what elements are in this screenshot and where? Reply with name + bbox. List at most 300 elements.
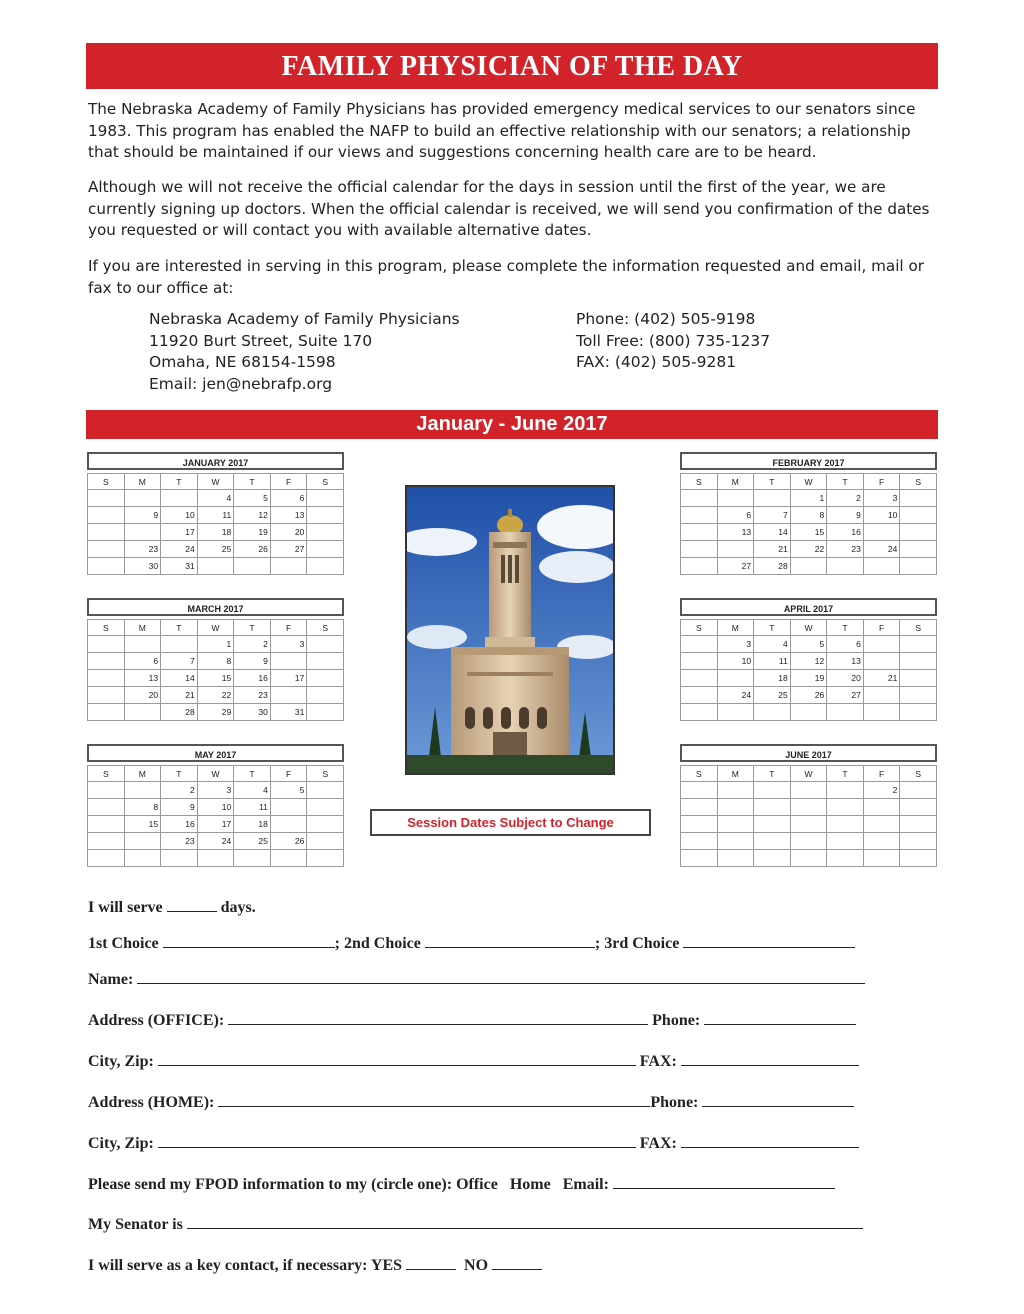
calendar-day-cell: [307, 541, 344, 558]
calendar-grid: [680, 619, 937, 721]
serve-days-row: [88, 897, 256, 917]
calendar-week-row: [88, 507, 344, 524]
weekday-label: F: [863, 474, 900, 490]
calendar-day-cell: 26: [270, 833, 307, 850]
calendar-day-cell: 22: [197, 687, 234, 704]
calendar-day-cell: [900, 816, 937, 833]
calendar-day-cell: 6: [717, 507, 754, 524]
calendar-week-row: [88, 850, 344, 867]
calendar-day-cell: [717, 850, 754, 867]
email-address: Email: jen@nebrafp.org: [149, 374, 333, 393]
calendar-grid: [87, 619, 344, 721]
calendar-day-cell: 24: [197, 833, 234, 850]
calendar-day-cell: 25: [234, 833, 271, 850]
org-name: Nebraska Academy of Family Physicians: [149, 310, 460, 328]
weekday-label: M: [124, 766, 161, 782]
calendar-day-cell: [900, 558, 937, 575]
calendar-day-cell: 17: [161, 524, 198, 541]
serve-days-suffix: days.: [220, 899, 256, 916]
calendar-day-cell: [307, 704, 344, 721]
home-city-field[interactable]: [158, 1133, 636, 1148]
calendar-day-cell: [124, 704, 161, 721]
intro-paragraph-3: If you are interested in serving in this program, please complete the information requested and email, mail or fax to our office at:: [88, 257, 925, 297]
weekday-label: M: [124, 620, 161, 636]
mailing-address: [149, 309, 460, 395]
calendar-week-row: [681, 687, 937, 704]
calendar-day-cell: [681, 541, 718, 558]
calendar-day-cell: [863, 524, 900, 541]
toll-free-number: Toll Free: (800) 735-1237: [576, 331, 771, 350]
key-contact-no-label: NO: [464, 1257, 489, 1274]
weekday-header-row: [88, 474, 344, 490]
weekday-label: T: [827, 620, 864, 636]
calendar-day-cell: 2: [234, 636, 271, 653]
calendar-day-cell: [717, 704, 754, 721]
calendar-day-cell: [717, 799, 754, 816]
office-phone-field[interactable]: [704, 1010, 856, 1025]
calendar-day-cell: 5: [234, 490, 271, 507]
calendar-title: JANUARY 2017: [87, 452, 344, 470]
calendar-week-row: [681, 782, 937, 799]
office-phone-label: Phone:: [652, 1012, 701, 1029]
calendar-title: APRIL 2017: [680, 598, 937, 616]
calendar-week-row: [681, 704, 937, 721]
calendar-week-row: [681, 816, 937, 833]
calendar-day-cell: [900, 636, 937, 653]
calendar-day-cell: 4: [234, 782, 271, 799]
calendar-day-cell: 18: [754, 670, 791, 687]
serve-days-field[interactable]: [167, 897, 217, 912]
calendar-day-cell: [863, 636, 900, 653]
home-city-row: [88, 1133, 859, 1153]
calendar-day-cell: [863, 850, 900, 867]
calendar-day-cell: [900, 704, 937, 721]
weekday-label: W: [197, 620, 234, 636]
calendar-day-cell: [681, 799, 718, 816]
weekday-label: M: [124, 474, 161, 490]
calendar-day-cell: [863, 816, 900, 833]
calendar-week-row: [681, 653, 937, 670]
calendar-day-cell: [270, 653, 307, 670]
calendar-day-cell: 18: [234, 816, 271, 833]
weekday-label: T: [234, 620, 271, 636]
calendar-day-cell: 16: [827, 524, 864, 541]
calendar-day-cell: [790, 704, 827, 721]
calendar-day-cell: 10: [161, 507, 198, 524]
calendar-day-cell: 13: [827, 653, 864, 670]
calendar-week-row: [681, 524, 937, 541]
weekday-label: T: [234, 766, 271, 782]
calendar-day-cell: 3: [717, 636, 754, 653]
calendar-day-cell: 16: [234, 670, 271, 687]
calendar-day-cell: [681, 670, 718, 687]
calendar-day-cell: 23: [234, 687, 271, 704]
calendar-week-row: [681, 490, 937, 507]
calendar-day-cell: 9: [234, 653, 271, 670]
calendar-day-cell: 12: [790, 653, 827, 670]
calendar-day-cell: [863, 704, 900, 721]
calendar-day-cell: 25: [754, 687, 791, 704]
calendar-day-cell: [790, 782, 827, 799]
calendar-feb: [680, 452, 937, 575]
calendar-day-cell: [88, 833, 125, 850]
second-choice-field[interactable]: [425, 933, 595, 948]
weekday-label: S: [88, 620, 125, 636]
office-address-row: [88, 1010, 856, 1030]
weekday-label: T: [234, 474, 271, 490]
weekday-label: W: [790, 474, 827, 490]
intro-paragraph-2: Although we will not receive the official calendar for the days in session until the first of the year, we are currently signing up doctors. When the official calendar is received, we will send you confirmation of the dates you requested or will contact you with available alternative dates.: [88, 178, 930, 240]
calendar-day-cell: [307, 490, 344, 507]
calendar-day-cell: 4: [754, 636, 791, 653]
weekday-label: S: [681, 766, 718, 782]
calendar-day-cell: [681, 558, 718, 575]
calendar-day-cell: [88, 704, 125, 721]
calendar-week-row: [681, 833, 937, 850]
calendar-day-cell: [88, 541, 125, 558]
calendar-day-cell: 16: [161, 816, 198, 833]
calendar-day-cell: 15: [197, 670, 234, 687]
calendar-day-cell: 4: [197, 490, 234, 507]
calendar-day-cell: 21: [863, 670, 900, 687]
calendar-week-row: [681, 636, 937, 653]
weekday-label: M: [717, 766, 754, 782]
calendar-day-cell: [270, 816, 307, 833]
third-choice-label: ; 3rd Choice: [594, 935, 680, 952]
calendar-day-cell: [863, 687, 900, 704]
calendar-week-row: [681, 670, 937, 687]
office-fax-field[interactable]: [681, 1051, 859, 1066]
calendar-day-cell: [307, 687, 344, 704]
calendar-day-cell: [900, 653, 937, 670]
calendar-jan: [87, 452, 344, 575]
calendar-day-cell: [827, 833, 864, 850]
calendar-week-row: [681, 558, 937, 575]
calendar-title: FEBRUARY 2017: [680, 452, 937, 470]
senator-row: [88, 1214, 863, 1234]
calendar-week-row: [88, 833, 344, 850]
calendar-day-cell: [717, 816, 754, 833]
weekday-label: S: [900, 474, 937, 490]
weekday-label: S: [307, 620, 344, 636]
calendar-day-cell: 9: [124, 507, 161, 524]
calendar-day-cell: [124, 782, 161, 799]
weekday-label: T: [161, 766, 198, 782]
calendar-day-cell: [754, 782, 791, 799]
weekday-label: W: [197, 474, 234, 490]
calendar-day-cell: 31: [270, 704, 307, 721]
calendar-day-cell: [900, 524, 937, 541]
calendar-day-cell: [88, 490, 125, 507]
calendar-jun: [680, 744, 937, 867]
calendar-day-cell: 9: [161, 799, 198, 816]
calendar-day-cell: 22: [790, 541, 827, 558]
calendar-day-cell: [863, 833, 900, 850]
calendar-day-cell: 1: [790, 490, 827, 507]
send-info-label: Please send my FPOD information to my (circle one): Office Home Email:: [88, 1176, 609, 1193]
calendar-day-cell: 24: [161, 541, 198, 558]
calendar-day-cell: [681, 490, 718, 507]
calendar-day-cell: [900, 541, 937, 558]
calendar-day-cell: [827, 782, 864, 799]
calendar-day-cell: 15: [124, 816, 161, 833]
calendar-day-cell: 15: [790, 524, 827, 541]
calendar-day-cell: [827, 850, 864, 867]
calendar-day-cell: 24: [863, 541, 900, 558]
calendar-day-cell: [754, 816, 791, 833]
key-contact-no-field[interactable]: [492, 1255, 542, 1270]
calendar-day-cell: 26: [790, 687, 827, 704]
calendar-day-cell: 30: [234, 704, 271, 721]
calendar-day-cell: [88, 524, 125, 541]
calendar-day-cell: 13: [717, 524, 754, 541]
calendar-day-cell: [717, 782, 754, 799]
calendar-day-cell: 3: [197, 782, 234, 799]
home-phone-label: Phone:: [650, 1094, 699, 1111]
calendar-day-cell: 6: [124, 653, 161, 670]
calendar-day-cell: [827, 799, 864, 816]
home-address-label: Address (HOME):: [88, 1094, 215, 1111]
office-city-field[interactable]: [158, 1051, 636, 1066]
calendar-day-cell: [790, 799, 827, 816]
calendar-day-cell: 29: [197, 704, 234, 721]
calendar-day-cell: [197, 850, 234, 867]
office-city-row: [88, 1051, 859, 1071]
weekday-label: W: [790, 620, 827, 636]
calendar-day-cell: [161, 490, 198, 507]
weekday-label: F: [863, 620, 900, 636]
calendar-day-cell: [234, 558, 271, 575]
calendar-day-cell: 19: [234, 524, 271, 541]
weekday-label: T: [161, 620, 198, 636]
choices-row: [88, 933, 855, 953]
calendar-day-cell: 1: [197, 636, 234, 653]
key-contact-yes-field[interactable]: [406, 1255, 456, 1270]
calendar-day-cell: [161, 636, 198, 653]
calendar-day-cell: [681, 687, 718, 704]
calendar-title: JUNE 2017: [680, 744, 937, 762]
weekday-label: W: [790, 766, 827, 782]
serve-label: I will serve: [88, 899, 163, 916]
calendar-day-cell: 2: [827, 490, 864, 507]
calendar-day-cell: 19: [790, 670, 827, 687]
street-address: 11920 Burt Street, Suite 170: [149, 331, 373, 350]
calendar-day-cell: [124, 524, 161, 541]
calendar-day-cell: 11: [197, 507, 234, 524]
senator-field[interactable]: [187, 1214, 863, 1229]
calendar-day-cell: 14: [754, 524, 791, 541]
calendar-day-cell: 20: [827, 670, 864, 687]
calendar-day-cell: [790, 833, 827, 850]
calendar-day-cell: [307, 850, 344, 867]
weekday-label: T: [827, 766, 864, 782]
calendar-day-cell: 28: [161, 704, 198, 721]
key-contact-row: [88, 1255, 542, 1275]
calendar-week-row: [681, 541, 937, 558]
calendar-day-cell: [88, 507, 125, 524]
calendar-day-cell: [307, 558, 344, 575]
weekday-header-row: [681, 474, 937, 490]
calendar-day-cell: 21: [161, 687, 198, 704]
calendar-day-cell: 2: [863, 782, 900, 799]
home-city-label: City, Zip:: [88, 1135, 154, 1152]
weekday-header-row: [88, 766, 344, 782]
calendar-day-cell: [88, 670, 125, 687]
weekday-label: S: [307, 474, 344, 490]
calendar-day-cell: 7: [161, 653, 198, 670]
calendar-day-cell: 17: [270, 670, 307, 687]
weekday-label: T: [754, 620, 791, 636]
calendar-day-cell: [790, 816, 827, 833]
send-info-email-field[interactable]: [613, 1174, 835, 1189]
calendar-day-cell: [827, 816, 864, 833]
calendar-day-cell: [900, 490, 937, 507]
calendar-day-cell: [900, 670, 937, 687]
calendar-day-cell: 9: [827, 507, 864, 524]
calendar-day-cell: [900, 507, 937, 524]
calendar-day-cell: [124, 833, 161, 850]
calendar-day-cell: [717, 670, 754, 687]
calendar-day-cell: [900, 850, 937, 867]
name-label: Name:: [88, 971, 134, 988]
senator-label: My Senator is: [88, 1216, 183, 1233]
calendar-day-cell: 27: [270, 541, 307, 558]
calendar-week-row: [88, 687, 344, 704]
calendar-day-cell: [754, 833, 791, 850]
calendar-grid: [87, 473, 344, 575]
weekday-label: M: [717, 620, 754, 636]
calendar-day-cell: 23: [124, 541, 161, 558]
calendar-day-cell: [790, 558, 827, 575]
home-phone-field[interactable]: [702, 1092, 854, 1107]
calendar-day-cell: 13: [270, 507, 307, 524]
calendar-day-cell: 20: [124, 687, 161, 704]
weekday-label: S: [900, 620, 937, 636]
calendar-week-row: [88, 799, 344, 816]
calendar-day-cell: 25: [197, 541, 234, 558]
city-state-zip: Omaha, NE 68154-1598: [149, 353, 336, 371]
calendar-mar: [87, 598, 344, 721]
phone-numbers: [576, 309, 770, 374]
calendar-day-cell: [754, 704, 791, 721]
calendar-day-cell: [863, 653, 900, 670]
weekday-label: T: [161, 474, 198, 490]
calendar-day-cell: 8: [197, 653, 234, 670]
calendar-week-row: [88, 816, 344, 833]
calendar-day-cell: 23: [161, 833, 198, 850]
calendar-day-cell: [307, 524, 344, 541]
home-address-row: [88, 1092, 854, 1112]
calendar-day-cell: [270, 558, 307, 575]
calendar-week-row: [88, 670, 344, 687]
calendar-day-cell: [270, 850, 307, 867]
calendar-day-cell: [88, 558, 125, 575]
calendar-week-row: [88, 653, 344, 670]
calendar-week-row: [88, 782, 344, 799]
calendar-day-cell: [307, 670, 344, 687]
calendar-day-cell: [754, 850, 791, 867]
calendar-day-cell: [124, 850, 161, 867]
calendar-grid: [87, 765, 344, 867]
weekday-label: T: [754, 474, 791, 490]
calendar-day-cell: [270, 687, 307, 704]
calendar-apr: [680, 598, 937, 721]
calendar-day-cell: [124, 636, 161, 653]
weekday-label: S: [88, 474, 125, 490]
home-fax-field[interactable]: [681, 1133, 859, 1148]
calendar-day-cell: 8: [124, 799, 161, 816]
calendar-week-row: [681, 507, 937, 524]
calendar-day-cell: 3: [863, 490, 900, 507]
calendar-day-cell: [827, 704, 864, 721]
calendar-day-cell: [124, 490, 161, 507]
calendar-day-cell: [307, 507, 344, 524]
capitol-photo: [405, 485, 615, 775]
weekday-label: S: [88, 766, 125, 782]
calendar-day-cell: 5: [270, 782, 307, 799]
calendar-day-cell: 6: [827, 636, 864, 653]
calendar-day-cell: [197, 558, 234, 575]
calendar-day-cell: [307, 833, 344, 850]
calendar-day-cell: [754, 799, 791, 816]
weekday-header-row: [681, 620, 937, 636]
calendar-day-cell: 2: [161, 782, 198, 799]
weekday-label: M: [717, 474, 754, 490]
calendar-day-cell: 11: [234, 799, 271, 816]
calendar-day-cell: 27: [827, 687, 864, 704]
weekday-label: F: [863, 766, 900, 782]
calendar-grid: [680, 765, 937, 867]
name-field[interactable]: [137, 969, 865, 984]
calendar-day-cell: [900, 782, 937, 799]
calendar-day-cell: [863, 799, 900, 816]
office-address-field[interactable]: [228, 1010, 648, 1025]
calendar-day-cell: [717, 833, 754, 850]
calendar-day-cell: 12: [234, 507, 271, 524]
calendar-day-cell: 18: [197, 524, 234, 541]
calendar-day-cell: [161, 850, 198, 867]
calendar-grid: [680, 473, 937, 575]
weekday-label: S: [681, 620, 718, 636]
calendar-day-cell: 5: [790, 636, 827, 653]
calendar-week-row: [88, 524, 344, 541]
calendar-day-cell: [681, 782, 718, 799]
calendar-day-cell: [681, 653, 718, 670]
first-choice-field[interactable]: [163, 933, 335, 948]
calendar-week-row: [88, 541, 344, 558]
calendar-day-cell: 10: [197, 799, 234, 816]
calendar-day-cell: [307, 799, 344, 816]
calendar-day-cell: 17: [197, 816, 234, 833]
calendar-day-cell: [681, 850, 718, 867]
first-choice-label: 1st Choice: [88, 935, 159, 952]
home-address-field[interactable]: [218, 1092, 650, 1107]
weekday-header-row: [88, 620, 344, 636]
weekday-label: F: [270, 766, 307, 782]
calendar-day-cell: [88, 782, 125, 799]
calendar-day-cell: [681, 816, 718, 833]
calendar-day-cell: 13: [124, 670, 161, 687]
weekday-label: T: [827, 474, 864, 490]
calendar-day-cell: [234, 850, 271, 867]
calendar-day-cell: [790, 850, 827, 867]
third-choice-field[interactable]: [683, 933, 855, 948]
calendar-day-cell: 24: [717, 687, 754, 704]
calendar-day-cell: 10: [717, 653, 754, 670]
send-info-row: [88, 1174, 835, 1194]
calendar-day-cell: 3: [270, 636, 307, 653]
calendar-day-cell: 21: [754, 541, 791, 558]
